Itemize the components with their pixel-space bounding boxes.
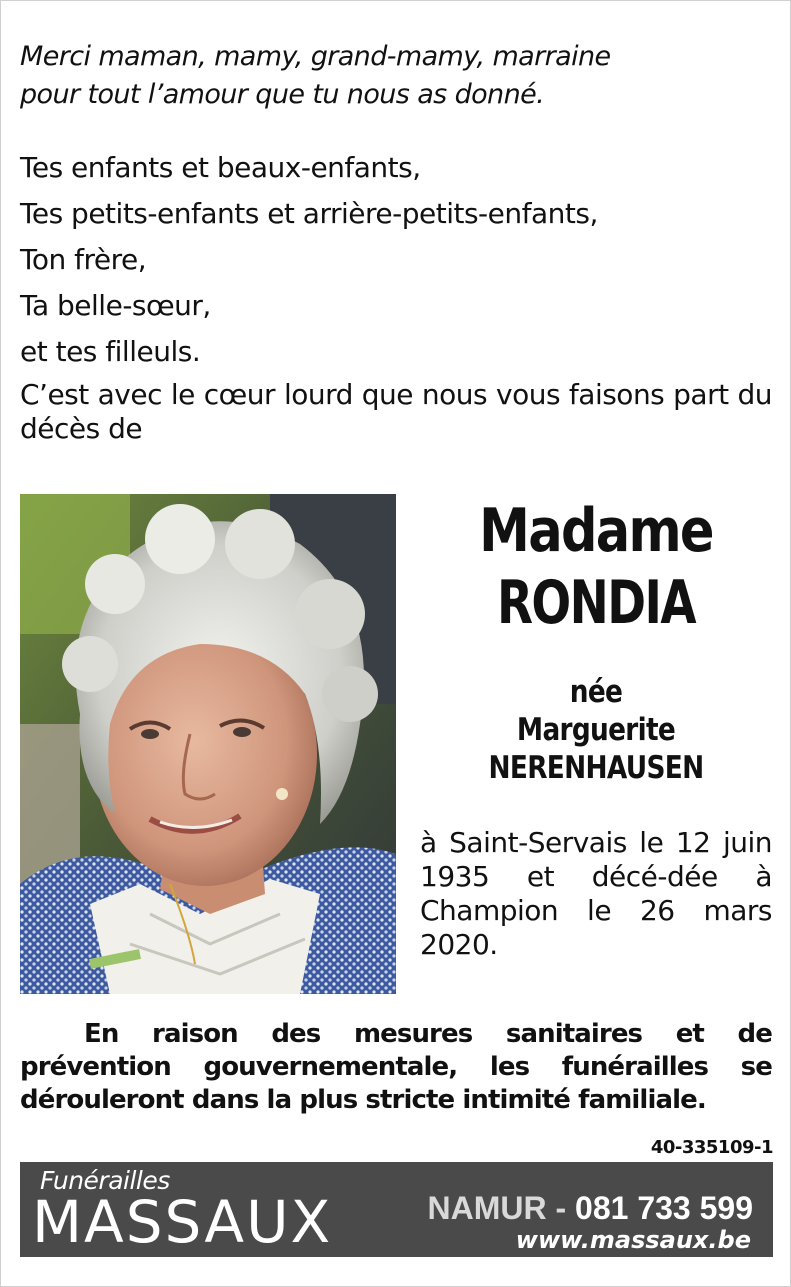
- banner-phone: [428, 1190, 753, 1227]
- family-list: [20, 148, 772, 446]
- deceased-surname: RONDIA: [496, 568, 696, 638]
- funeral-home-banner: [20, 1162, 773, 1257]
- banner-website: www.massaux.be: [515, 1226, 751, 1254]
- banner-phone-number: 081 733 599: [575, 1190, 753, 1226]
- announcement-text: C’est avec le cœur lourd que nous vous faisons part du décès de: [20, 378, 772, 445]
- banner-separator: -: [546, 1190, 576, 1226]
- banner-company-name: MASSAUX: [32, 1188, 333, 1256]
- deceased-maiden-name: NERENHAUSEN: [488, 750, 704, 786]
- family-line: Tes petits-enfants et arrière-petits-enfants,: [20, 197, 598, 230]
- banner-funerailles: Funérailles: [40, 1166, 170, 1195]
- portrait-photo: [20, 494, 396, 994]
- deceased-title: Madame: [479, 496, 713, 566]
- family-line: Ta belle-sœur,: [20, 289, 211, 322]
- intro-line-1: Merci maman, mamy, grand-mamy, marraine: [20, 41, 611, 72]
- intro-dedication: [20, 38, 780, 114]
- reference-number: 40-335109-1: [650, 1137, 773, 1158]
- nee-label: née: [569, 674, 623, 710]
- family-line: Ton frère,: [20, 243, 147, 276]
- birth-death-dates: à Saint-Servais le 12 juin 1935 et décé-dée à Champion le 26 mars 2020.: [420, 826, 772, 961]
- intro-line-2: pour tout l’amour que tu nous as donné.: [20, 79, 545, 110]
- family-line: Tes enfants et beaux-enfants,: [20, 151, 421, 184]
- funeral-notice: En raison des mesures sanitaires et de prévention gouvernementale, les funérailles se dérouleront dans la plus stricte intimité familiale.: [20, 1019, 772, 1115]
- family-line: et tes filleuls.: [20, 335, 201, 368]
- deceased-first-name: Marguerite: [516, 712, 676, 748]
- deceased-name-block: [420, 495, 772, 787]
- banner-city: NAMUR: [427, 1190, 547, 1226]
